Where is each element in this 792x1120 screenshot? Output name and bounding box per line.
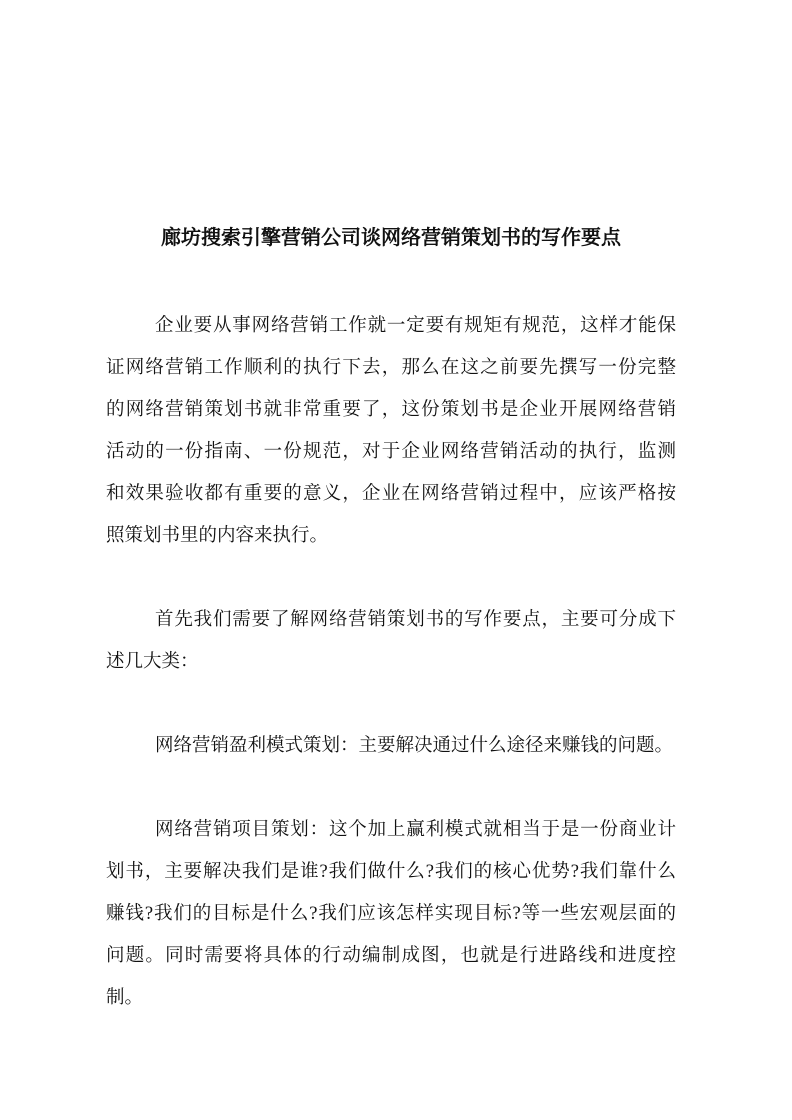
document-title: 廊坊搜索引擎营销公司谈网络营销策划书的写作要点 (161, 227, 621, 249)
text-line: 划书，主要解决我们是谁?我们做什么?我们的核心优势?我们靠什么 (106, 862, 676, 882)
text-line: 述几大类： (106, 652, 199, 672)
text-line: 照策划书里的内容来执行。 (106, 526, 329, 546)
text-line: 赚钱?我们的目标是什么?我们应该怎样实现目标?等一些宏观层面的 (106, 904, 676, 924)
paragraph-overview (106, 599, 676, 683)
text-line: 活动的一份指南、一份规范，对于企业网络营销活动的执行，监测 (106, 442, 676, 462)
text-line: 网络营销盈利模式策划：主要解决通过什么途径来赚钱的问题。 (155, 736, 674, 756)
text-line: 企业要从事网络营销工作就一定要有规矩有规范，这样才能保 (155, 316, 676, 336)
paragraph-profit-model (106, 725, 676, 767)
paragraph-project-planning (106, 809, 676, 1019)
text-line: 的网络营销策划书就非常重要了，这份策划书是企业开展网络营销 (106, 400, 676, 420)
text-line: 和效果验收都有重要的意义，企业在网络营销过程中，应该严格按 (106, 484, 676, 504)
text-line: 证网络营销工作顺利的执行下去，那么在这之前要先撰写一份完整 (106, 358, 676, 378)
text-line: 网络营销项目策划：这个加上赢利模式就相当于是一份商业计 (155, 820, 676, 840)
text-line: 问题。同时需要将具体的行动编制成图，也就是行进路线和进度控 (106, 946, 676, 966)
text-line: 制。 (106, 988, 144, 1008)
paragraph-intro (106, 305, 676, 557)
text-line: 首先我们需要了解网络营销策划书的写作要点，主要可分成下 (155, 610, 676, 630)
